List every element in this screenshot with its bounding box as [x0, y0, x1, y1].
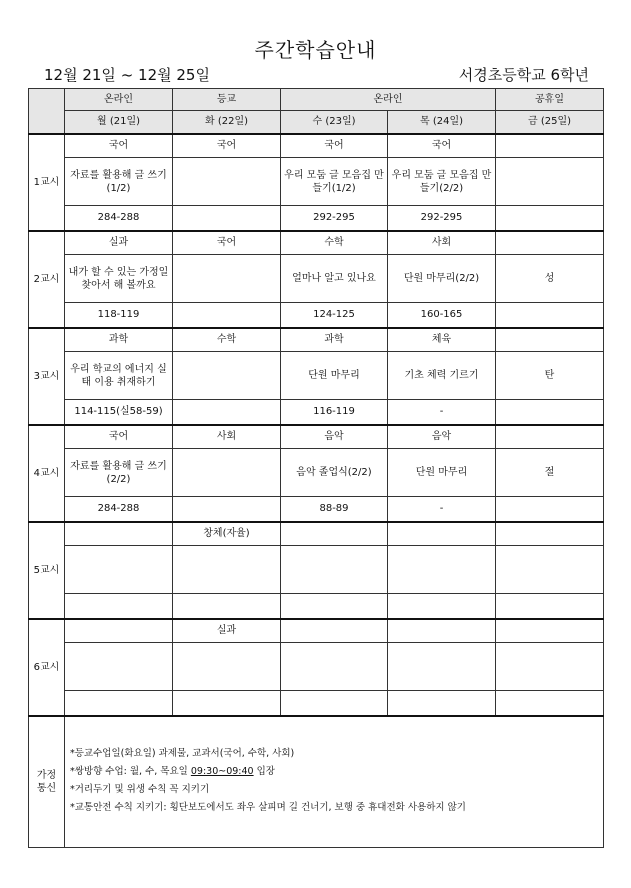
period-page-cell — [173, 400, 281, 425]
period-topic-cell: 우리 모둠 글 모음집 만들기(2/2) — [388, 158, 496, 206]
period-label: 4교시 — [29, 425, 65, 522]
period-page-cell: 116-119 — [281, 400, 388, 425]
period-page-cell — [496, 594, 604, 619]
period-topic-cell — [173, 255, 281, 303]
notice-label-line2: 통신 — [36, 782, 57, 794]
period-page-cell — [281, 594, 388, 619]
period-topic-cell — [388, 643, 496, 691]
period-page-cell — [496, 400, 604, 425]
period-subject-cell — [496, 619, 604, 643]
period-page-cell — [173, 303, 281, 328]
period-subject-cell: 실과 — [173, 619, 281, 643]
period-page-cell: 284-288 — [65, 206, 173, 231]
period-topic-cell — [496, 546, 604, 594]
period-subject-cell — [496, 134, 604, 158]
period-subject-cell: 창체(자율) — [173, 522, 281, 546]
period-page-cell: 292-295 — [281, 206, 388, 231]
period-page-cell: 160-165 — [388, 303, 496, 328]
mode-wed-thu: 온라인 — [281, 89, 496, 111]
mode-fri: 공휴일 — [496, 89, 604, 111]
period-subject-cell: 국어 — [173, 231, 281, 255]
notice-text: 입장 — [253, 766, 275, 777]
period-topic-cell — [281, 546, 388, 594]
period-topic-cell — [388, 546, 496, 594]
period-label: 1교시 — [29, 134, 65, 231]
period-page-cell — [496, 303, 604, 328]
period-page-cell — [65, 594, 173, 619]
period-topic-cell: 성 — [496, 255, 604, 303]
school-class: 서경초등학교 6학년 — [458, 66, 589, 84]
period-topic-cell — [496, 643, 604, 691]
period-subject-cell — [388, 522, 496, 546]
period-subject-cell: 수학 — [173, 328, 281, 352]
period-subject-cell: 음악 — [388, 425, 496, 449]
day-header-tue: 화 (22일) — [173, 111, 281, 134]
period-topic-cell — [173, 546, 281, 594]
period-topic-cell: 우리 학교의 에너지 실태 이용 취재하기 — [65, 352, 173, 400]
period-page-cell — [173, 497, 281, 522]
period-subject-cell: 사회 — [173, 425, 281, 449]
period-subject-cell: 수학 — [281, 231, 388, 255]
period-topic-cell: 얼마나 알고 있나요 — [281, 255, 388, 303]
period-subject-cell: 국어 — [173, 134, 281, 158]
period-topic-cell: 단원 마무리 — [388, 449, 496, 497]
period-subject-cell: 체육 — [388, 328, 496, 352]
period-topic-cell: 단원 마무리 — [281, 352, 388, 400]
period-subject-cell — [281, 522, 388, 546]
period-subject-cell: 음악 — [281, 425, 388, 449]
period-page-cell: - — [388, 400, 496, 425]
period-page-cell: 118-119 — [65, 303, 173, 328]
period-topic-cell — [173, 449, 281, 497]
period-subject-cell: 국어 — [388, 134, 496, 158]
period-topic-cell: 음악 졸업식(2/2) — [281, 449, 388, 497]
day-header-wed: 수 (23일) — [281, 111, 388, 134]
notice-item — [70, 763, 603, 781]
period-page-cell — [281, 691, 388, 716]
period-page-cell: 292-295 — [388, 206, 496, 231]
period-label: 2교시 — [29, 231, 65, 328]
period-subject-cell: 국어 — [65, 425, 173, 449]
period-topic-cell — [65, 643, 173, 691]
period-topic-cell — [173, 643, 281, 691]
period-topic-cell: 자료를 활용해 글 쓰기(2/2) — [65, 449, 173, 497]
period-subject-cell: 사회 — [388, 231, 496, 255]
notice-item: *등교수업일(화요일) 과제물, 교과서(국어, 수학, 사회) — [70, 748, 295, 759]
period-page-cell: 124-125 — [281, 303, 388, 328]
notice-item: *교통안전 수칙 지키기: 횡단보도에서도 좌우 살피며 길 건너기, 보행 중 휴대전화 사용하지 않기 — [70, 802, 466, 813]
period-topic-cell — [496, 158, 604, 206]
notice-label — [29, 716, 65, 848]
period-subject-cell: 실과 — [65, 231, 173, 255]
period-subject-cell: 과학 — [65, 328, 173, 352]
notice-cell — [65, 716, 604, 848]
period-topic-cell: 기초 체력 기르기 — [388, 352, 496, 400]
period-subject-cell — [496, 328, 604, 352]
period-page-cell — [388, 691, 496, 716]
day-header-fri: 금 (25일) — [496, 111, 604, 134]
notice-text: *쌍방향 수업: 월, 수, 목요일 — [70, 766, 191, 777]
period-topic-cell — [173, 158, 281, 206]
period-page-cell — [65, 691, 173, 716]
period-subject-cell — [496, 522, 604, 546]
period-subject-cell — [388, 619, 496, 643]
day-header-thu: 목 (24일) — [388, 111, 496, 134]
period-subject-cell — [281, 619, 388, 643]
period-label: 6교시 — [29, 619, 65, 716]
period-topic-cell: 절 — [496, 449, 604, 497]
period-page-cell: 114-115(실58-59) — [65, 400, 173, 425]
day-header-mon: 월 (21일) — [65, 111, 173, 134]
period-subject-cell: 국어 — [65, 134, 173, 158]
mode-mon: 온라인 — [65, 89, 173, 111]
period-subject-cell — [65, 522, 173, 546]
period-page-cell: 284-288 — [65, 497, 173, 522]
corner-cell — [29, 89, 65, 134]
week-period: 12월 21일 ~ 12월 25일 — [44, 66, 210, 84]
page-title: 주간학습안내 — [254, 38, 377, 62]
notice-label-line1: 가정 — [36, 769, 57, 781]
period-label: 3교시 — [29, 328, 65, 425]
notice-item: *거리두기 및 위생 수칙 꼭 지키기 — [70, 784, 210, 795]
weekly-schedule-table — [28, 88, 604, 848]
notice-time: 09:30~09:40 — [190, 766, 254, 777]
period-subject-cell — [496, 231, 604, 255]
period-label: 5교시 — [29, 522, 65, 619]
period-subject-cell: 과학 — [281, 328, 388, 352]
period-topic-cell — [281, 643, 388, 691]
period-topic-cell: 내가 할 수 있는 가정일 찾아서 해 볼까요 — [65, 255, 173, 303]
period-subject-cell: 국어 — [281, 134, 388, 158]
period-subject-cell — [496, 425, 604, 449]
period-page-cell — [496, 206, 604, 231]
period-page-cell — [173, 594, 281, 619]
period-page-cell — [173, 691, 281, 716]
period-topic-cell — [173, 352, 281, 400]
period-topic-cell — [65, 546, 173, 594]
period-topic-cell: 단원 마무리(2/2) — [388, 255, 496, 303]
period-topic-cell: 탄 — [496, 352, 604, 400]
period-page-cell: - — [388, 497, 496, 522]
period-page-cell — [173, 206, 281, 231]
period-page-cell: 88-89 — [281, 497, 388, 522]
period-topic-cell: 자료를 활용해 글 쓰기(1/2) — [65, 158, 173, 206]
mode-tue: 등교 — [173, 89, 281, 111]
period-topic-cell: 우리 모둠 글 모음집 만들기(1/2) — [281, 158, 388, 206]
period-page-cell — [388, 594, 496, 619]
period-page-cell — [496, 497, 604, 522]
period-subject-cell — [65, 619, 173, 643]
period-page-cell — [496, 691, 604, 716]
